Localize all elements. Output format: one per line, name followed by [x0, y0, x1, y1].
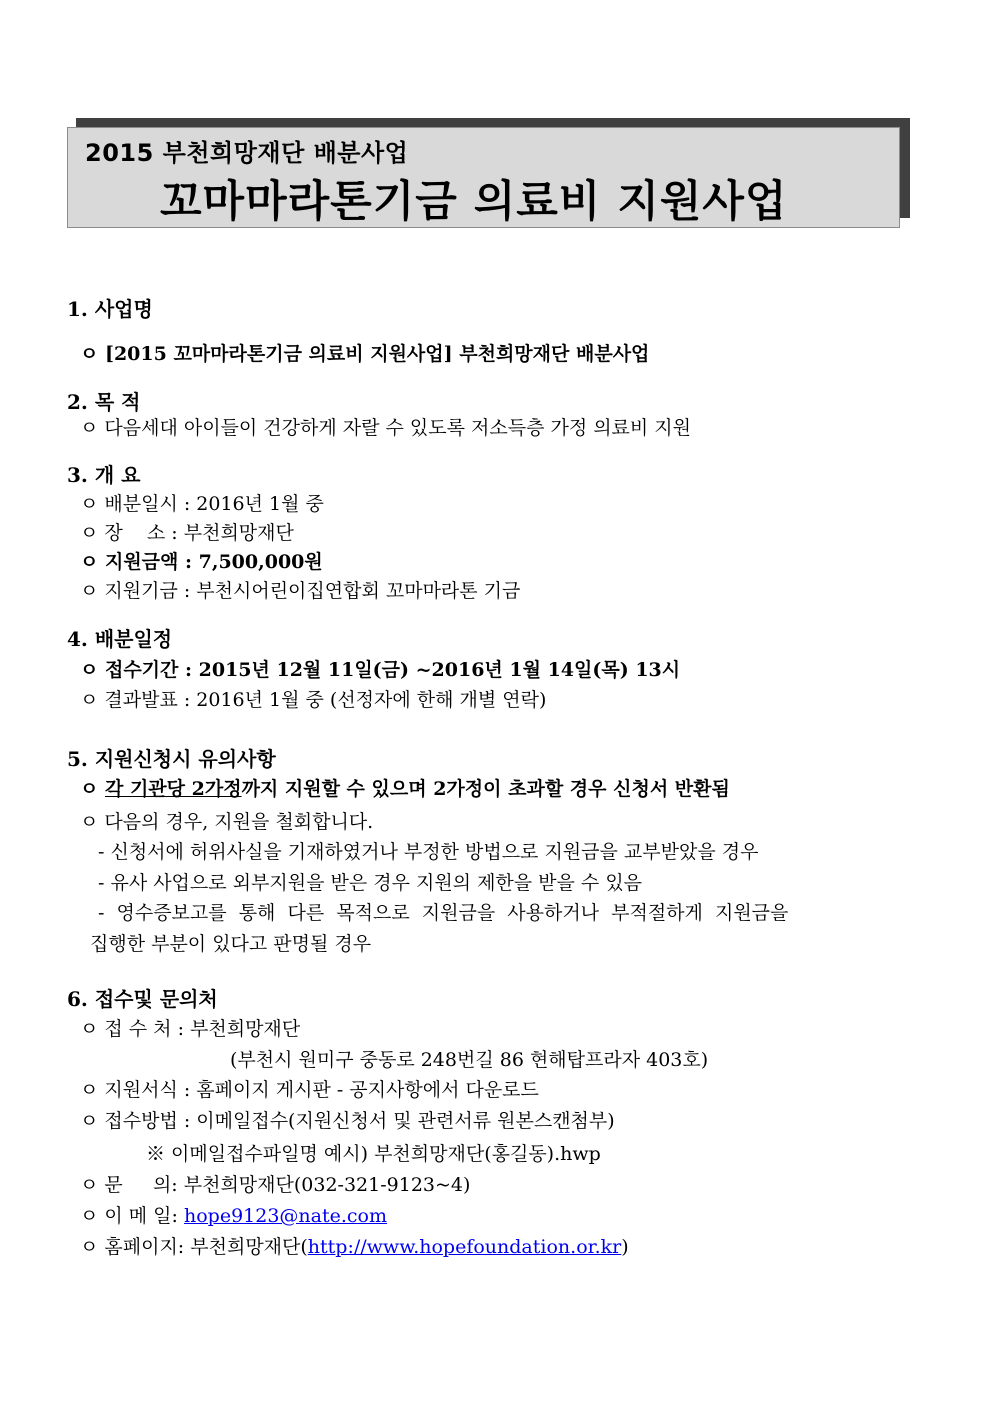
title-shadow-right — [900, 118, 910, 218]
overview-place: ㅇ 장 소 : 부천희망재단 — [80, 522, 294, 544]
notice-item-2: - 유사 사업으로 외부지원을 받은 경우 지원의 제한을 받을 수 있음 — [98, 872, 643, 894]
contact-reception: ㅇ 접 수 처 : 부천희망재단 — [80, 1018, 301, 1040]
section-4-heading: 4. 배분일정 — [67, 627, 173, 651]
notice-item-3-cont: 집행한 부분이 있다고 판명될 경우 — [90, 933, 372, 955]
contact-method: ㅇ 접수방법 : 이메일접수(지원신청서 및 관련서류 원본스캔첨부) — [80, 1110, 615, 1132]
title-subtitle: 2015 부천희망재단 배분사업 — [85, 139, 409, 167]
section-1-line: ㅇ [2015 꼬마마라톤기금 의료비 지원사업] 부천희망재단 배분사업 — [80, 343, 650, 365]
notice-withdraw: ㅇ 다음의 경우, 지원을 철회합니다. — [80, 811, 374, 833]
contact-homepage — [80, 1234, 629, 1260]
notice-limit-bullet: ㅇ — [80, 778, 99, 800]
notice-item-3: - 영수증보고를 통해 다른 목적으로 지원금을 사용하거나 부적절하게 지원금을 — [98, 902, 789, 924]
section-1-heading: 1. 사업명 — [67, 297, 153, 321]
notice-limit-rest: 까지 지원할 수 있으며 2가정이 초과할 경우 신청서 반환됨 — [241, 778, 730, 800]
contact-phone: ㅇ 문 의: 부천희망재단(032-321-9123~4) — [80, 1174, 471, 1196]
notice-limit-underlined: 각 기관당 2가정 — [104, 778, 242, 800]
title-main: 꼬마마라톤기금 의료비 지원사업 — [160, 177, 788, 227]
homepage-link[interactable]: http://www.hopefoundation.or.kr — [307, 1236, 622, 1258]
contact-email-label: ㅇ 이 메 일: — [80, 1205, 184, 1227]
contact-form: ㅇ 지원서식 : 홈페이지 게시판 - 공지사항에서 다운로드 — [80, 1079, 539, 1101]
section-5-heading: 5. 지원신청시 유의사항 — [67, 747, 276, 771]
overview-fund: ㅇ 지원기금 : 부천시어린이집연합회 꼬마마라톤 기금 — [80, 580, 521, 602]
contact-address: (부천시 원미구 중동로 248번길 86 현해탑프라자 403호) — [230, 1049, 709, 1071]
contact-email — [80, 1203, 387, 1229]
schedule-period: ㅇ 접수기간 : 2015년 12월 11일(금) ~2016년 1월 14일(목) 13시 — [80, 659, 681, 681]
contact-filename-example: ※ 이메일접수파일명 예시) 부천희망재단(홍길동).hwp — [146, 1143, 601, 1165]
section-3-heading: 3. 개 요 — [67, 463, 141, 487]
section-2-line: ㅇ 다음세대 아이들이 건강하게 자랄 수 있도록 저소득층 가정 의료비 지원 — [80, 417, 692, 439]
schedule-result: ㅇ 결과발표 : 2016년 1월 중 (선정자에 한해 개별 연락) — [80, 689, 547, 711]
notice-limit — [80, 776, 730, 802]
section-2-heading: 2. 목 적 — [67, 390, 141, 414]
email-link[interactable]: hope9123@nate.com — [183, 1205, 388, 1227]
overview-amount: ㅇ 지원금액 : 7,500,000원 — [80, 551, 323, 573]
title-shadow-top — [76, 118, 910, 127]
contact-homepage-label: ㅇ 홈페이지: 부천희망재단( — [80, 1236, 308, 1258]
section-6-heading: 6. 접수및 문의처 — [67, 987, 218, 1011]
overview-date: ㅇ 배분일시 : 2016년 1월 중 — [80, 493, 324, 515]
contact-homepage-suffix: ) — [621, 1236, 629, 1258]
notice-item-1: - 신청서에 허위사실을 기재하였거나 부정한 방법으로 지원금을 교부받았을 경우 — [98, 841, 759, 863]
